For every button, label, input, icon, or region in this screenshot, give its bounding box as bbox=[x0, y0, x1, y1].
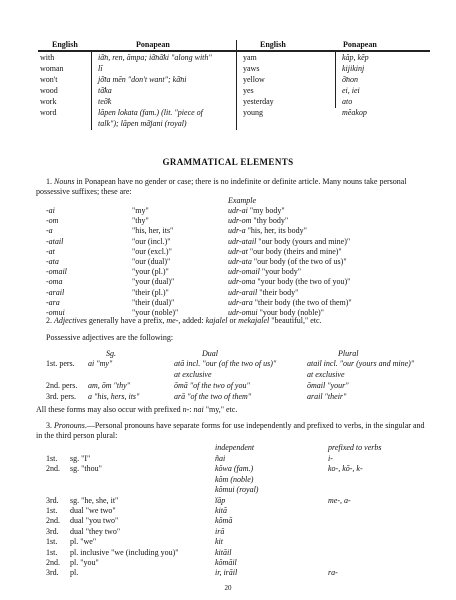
column-divider bbox=[236, 40, 237, 130]
col-plural: Plural bbox=[338, 349, 359, 358]
pronoun-prefixed: i- bbox=[328, 454, 333, 463]
possessive-singular: am, ŏm "thy" bbox=[88, 381, 131, 390]
vocab-ponapean-word: kijikinj bbox=[342, 64, 365, 73]
suffix-gloss: "our (dual)" bbox=[132, 257, 171, 266]
pronoun-independent: irā bbox=[215, 526, 225, 536]
pronoun-label: dual "you two" bbox=[70, 516, 119, 526]
header-rule bbox=[38, 50, 430, 52]
paragraph-nouns: 1. Nouns in Ponapean have no gender or case; there is no indefinite or definite article. Many nouns take personal possessive suffixes; these are: bbox=[36, 177, 407, 196]
possessive-dual: arā "of the two of them" bbox=[174, 392, 252, 401]
vocab-ponapean-word: ei, iei bbox=[342, 86, 360, 95]
possessive-singular: a "his, hers, its" bbox=[88, 392, 140, 401]
column-divider-right bbox=[335, 50, 336, 108]
vocab-english-word: yes bbox=[243, 86, 254, 95]
possessive-plural: arail "their" bbox=[307, 392, 347, 401]
page-number: 20 bbox=[224, 584, 232, 592]
vocab-english-word: yaws bbox=[243, 64, 260, 73]
suffix-gloss: "my" bbox=[132, 206, 149, 215]
pronoun-prefixed: ra- bbox=[328, 568, 338, 578]
pronoun-label: sg. "thou" bbox=[70, 464, 102, 474]
vocab-ponapean-word: kăp, kĕp bbox=[342, 53, 369, 62]
possessive-dual: ŏmā "of the two of you" bbox=[174, 381, 250, 390]
suffix-example: udr-at "our body (theirs and mine)" bbox=[228, 246, 342, 256]
pronoun-person: 2nd. bbox=[46, 516, 60, 526]
possessive-intro: Possessive adjectives are the following: bbox=[46, 333, 174, 342]
suffix: -om bbox=[46, 216, 59, 226]
suffix-gloss: "your (noble)" bbox=[132, 308, 179, 317]
pronoun-label: sg. "he, she, it" bbox=[70, 495, 119, 505]
suffix: -oma bbox=[46, 277, 63, 287]
vocab-ponapean-word: mĕakop bbox=[342, 108, 367, 117]
pronoun-person: 3rd. bbox=[46, 495, 59, 505]
pronoun-person: 2nd. bbox=[46, 558, 60, 567]
vocab-ponapean-word: lăpen lokata (fam.) (lit. "piece of bbox=[98, 108, 203, 117]
section-title: GRAMMATICAL ELEMENTS bbox=[162, 157, 294, 167]
vocab-ponapean-word: tă̄ka bbox=[98, 86, 112, 95]
col-dual: Dual bbox=[202, 349, 218, 358]
suffix-example: udr-a "his, her, its body" bbox=[228, 226, 307, 236]
possessive-dual: at exclusive bbox=[174, 370, 212, 379]
suffix: -omail bbox=[46, 267, 67, 277]
header-english-right: English bbox=[260, 40, 286, 49]
suffix-example: udr-atail "our body (yours and mine)" bbox=[228, 236, 351, 246]
col-sg: Sg. bbox=[106, 349, 116, 358]
possessive-plural: ŏmail "your" bbox=[307, 381, 349, 390]
possessive-person: 3rd. pers. bbox=[46, 392, 76, 401]
pronoun-person: 1st. bbox=[46, 506, 58, 515]
pronoun-label: pl. bbox=[70, 568, 79, 578]
pronoun-independent: kŏmui (royal) bbox=[215, 485, 259, 495]
possessive-singular: ai "my" bbox=[88, 359, 113, 368]
suffix-example: udr-ara "their body (the two of them)" bbox=[228, 297, 352, 307]
vocab-english-word: woman bbox=[40, 64, 64, 73]
possessive-dual: atā incl. "our (of the two of us)" bbox=[174, 359, 277, 368]
suffix-example: udr-arail "their body" bbox=[228, 287, 299, 297]
vocab-english-word: word bbox=[40, 108, 57, 117]
suffix: -arail bbox=[46, 287, 65, 297]
pronoun-independent: kŏmā bbox=[215, 516, 233, 526]
pronoun-person: 1st. bbox=[46, 547, 58, 557]
pronoun-label: dual "we two" bbox=[70, 506, 116, 515]
suffix-example: udr-ata "our body (of the two of us)" bbox=[228, 257, 347, 266]
suffix: -atail bbox=[46, 236, 64, 246]
paragraph-pronouns: 3. Pronouns.—Personal pronouns have separate forms for use independently and prefixed to verbs, in the singular and in the third person plural: bbox=[36, 421, 425, 440]
pronoun-person: 3rd. bbox=[46, 568, 59, 578]
vocab-english-word: yam bbox=[243, 53, 257, 62]
suffix: -ata bbox=[46, 257, 59, 266]
suffix-gloss: "their (dual)" bbox=[132, 297, 175, 307]
possessive-person: 2nd. pers. bbox=[46, 381, 78, 390]
suffix-example: udr-omail "your body" bbox=[228, 267, 302, 277]
header-english-left: English bbox=[52, 40, 78, 49]
suffix: -a bbox=[46, 226, 53, 236]
example-header: Example bbox=[228, 196, 256, 205]
vocab-english-word: with bbox=[40, 53, 55, 62]
pronoun-label: pl. "we" bbox=[70, 537, 97, 547]
suffix: -at bbox=[46, 246, 55, 256]
pronoun-label: sg. "I" bbox=[70, 454, 91, 463]
suffix: -ai bbox=[46, 206, 55, 215]
possessive-person: 1st. pers. bbox=[46, 359, 75, 368]
vocab-english-word: young bbox=[243, 108, 263, 117]
vocab-ponapean-word: iă̄n, ren, ămpa; iă̄nă̄ki "along with" bbox=[98, 53, 212, 62]
pronoun-prefixed: ko-, kŏ-, k- bbox=[328, 464, 363, 474]
column-divider-left bbox=[91, 50, 92, 130]
vocab-english-word: yellow bbox=[243, 75, 265, 84]
possessive-plural: atail incl. "our (yours and mine)" bbox=[307, 359, 415, 368]
pronoun-independent: kitā bbox=[215, 506, 227, 515]
suffix-gloss: "his, her, its" bbox=[132, 226, 174, 236]
pronoun-independent: ñai bbox=[215, 454, 226, 463]
pronoun-prefixed: me-, a- bbox=[328, 495, 351, 505]
pronoun-independent: kit bbox=[215, 537, 223, 547]
suffix-example: udr-om "thy body" bbox=[228, 216, 289, 226]
pronoun-independent: kŏm (noble) bbox=[215, 474, 254, 484]
pronoun-label: pl. inclusive "we (including you)" bbox=[70, 547, 179, 557]
pronoun-label: pl. "you" bbox=[70, 558, 99, 567]
pronoun-independent: kitāil bbox=[215, 547, 232, 557]
suffix-gloss: "our (incl.)" bbox=[132, 236, 171, 246]
pronoun-person: 3rd. bbox=[46, 526, 59, 536]
vocab-english-word: won't bbox=[40, 75, 58, 84]
pronoun-person: 1st. bbox=[46, 537, 58, 547]
vocab-ponapean-word: talk"); lăpen mă̄jani (royal) bbox=[98, 119, 187, 128]
pronoun-independent: ir, irāil bbox=[215, 568, 238, 578]
suffix: -ara bbox=[46, 297, 60, 307]
pronoun-label: dual "they two" bbox=[70, 526, 121, 536]
suffix: -omui bbox=[46, 308, 65, 317]
col-independent: independent bbox=[215, 443, 255, 452]
vocab-ponapean-word: ato bbox=[342, 97, 353, 106]
vocab-english-word: work bbox=[40, 97, 57, 106]
col-prefixed: prefixed to verbs bbox=[328, 443, 382, 452]
suffix-gloss: "our (excl.)" bbox=[132, 246, 172, 256]
pronoun-independent: kŏwa (fam.) bbox=[215, 464, 254, 474]
vocab-ponapean-word: lī bbox=[98, 64, 103, 73]
header-ponapean-right: Ponapean bbox=[343, 40, 377, 49]
pronoun-independent: kŏmāil bbox=[215, 558, 237, 567]
vocab-english-word: yesterday bbox=[243, 97, 274, 106]
header-ponapean-left: Ponapean bbox=[136, 40, 170, 49]
suffix-gloss: "your (pl.)" bbox=[132, 267, 169, 277]
paragraph-adjectives: 2. Adjectives generally have a prefix, me-, added: kajalel or mekajalel "beautiful," etc. bbox=[46, 316, 322, 325]
possessive-note: All these forms may also occur with prefixed n-: nai "my," etc. bbox=[36, 405, 238, 414]
pronoun-independent: ĭāp bbox=[215, 495, 226, 505]
vocab-ponapean-word: teŏ̄k bbox=[98, 97, 112, 106]
suffix-gloss: "thy" bbox=[132, 216, 149, 226]
suffix-example: udr-omui "your body (noble)" bbox=[228, 308, 324, 317]
vocab-ponapean-word: ŏ̄non bbox=[342, 75, 358, 84]
suffix-gloss: "their (pl.)" bbox=[132, 287, 169, 297]
pronoun-person: 2nd. bbox=[46, 464, 60, 474]
pronoun-person: 1st. bbox=[46, 454, 58, 463]
suffix-example: udr-oma "your body (the two of you)" bbox=[228, 277, 351, 287]
vocab-english-word: wood bbox=[40, 86, 58, 95]
vocab-ponapean-word: jŏ̄ta mēn "don't want"; kă̄ni bbox=[98, 75, 187, 84]
possessive-plural: at exclusive bbox=[307, 370, 345, 379]
suffix-example: udr-ai "my body" bbox=[228, 206, 285, 215]
suffix-gloss: "your (dual)" bbox=[132, 277, 175, 287]
